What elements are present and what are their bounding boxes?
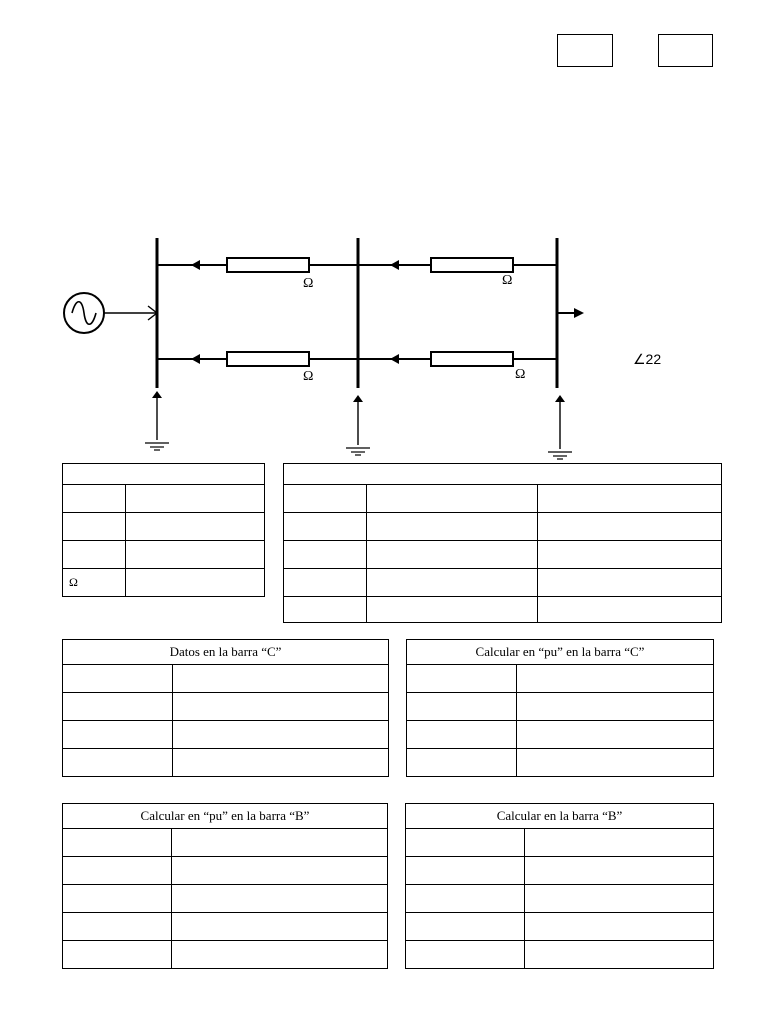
table-cell[interactable] (538, 597, 722, 623)
table-cell[interactable] (407, 749, 517, 777)
table-cell[interactable] (63, 913, 172, 941)
table-cell[interactable]: Ω (63, 569, 126, 597)
table-cell[interactable] (63, 749, 173, 777)
table-cell[interactable] (63, 721, 173, 749)
table-cell[interactable] (406, 829, 525, 857)
table-cell[interactable] (525, 885, 714, 913)
table-cell[interactable] (172, 913, 388, 941)
table-cell[interactable] (63, 857, 172, 885)
table-cell[interactable] (525, 941, 714, 969)
table-cell[interactable] (173, 721, 389, 749)
table-cell[interactable] (284, 485, 367, 513)
table-cell[interactable] (63, 885, 172, 913)
table-cell[interactable] (538, 569, 722, 597)
table-cell[interactable] (172, 885, 388, 913)
table-cell[interactable] (63, 941, 172, 969)
table-cell[interactable] (126, 569, 265, 597)
table-cell[interactable] (284, 541, 367, 569)
table-cell[interactable] (517, 749, 714, 777)
omega-label-bc-bottom: Ω (515, 367, 526, 382)
table-cell[interactable] (173, 749, 389, 777)
table-cell[interactable] (126, 541, 265, 569)
table-cell[interactable] (406, 913, 525, 941)
table-c-data (62, 639, 389, 777)
omega-label-ab-bottom: Ω (303, 369, 314, 384)
omega-label-ab-top: Ω (303, 276, 314, 291)
table-cell[interactable] (407, 693, 517, 721)
table-cell[interactable] (63, 541, 126, 569)
table-cell[interactable] (126, 513, 265, 541)
table-cell[interactable] (517, 693, 714, 721)
omega-label-bc-top: Ω (502, 273, 513, 288)
table-cell[interactable] (173, 665, 389, 693)
table-left (62, 463, 265, 597)
table-cell[interactable] (517, 721, 714, 749)
table-cell[interactable] (406, 857, 525, 885)
table-right (283, 463, 722, 623)
angle-label: ∠22 (633, 351, 662, 367)
table-cell[interactable] (367, 597, 538, 623)
table-cell[interactable] (63, 665, 173, 693)
table-cell[interactable] (406, 941, 525, 969)
table-cell[interactable] (63, 693, 173, 721)
table-cell[interactable] (367, 569, 538, 597)
impedance-bc-bottom (431, 352, 513, 366)
table-cell[interactable] (525, 857, 714, 885)
table-cell[interactable] (525, 913, 714, 941)
table-cell[interactable] (63, 829, 172, 857)
table-cell[interactable] (172, 857, 388, 885)
table-cell[interactable] (525, 829, 714, 857)
table-right-header (284, 464, 722, 485)
impedance-ab-bottom (227, 352, 309, 366)
table-cell[interactable] (172, 941, 388, 969)
table-b-pu-title: Calcular en “pu” en la barra “B” (63, 804, 388, 829)
table-cell[interactable] (63, 485, 126, 513)
table-b-pu (62, 803, 388, 969)
table-b-calc-title: Calcular en la barra “B” (406, 804, 714, 829)
table-b-calc (405, 803, 714, 969)
impedance-ab-top (227, 258, 309, 272)
table-left-header (63, 464, 265, 485)
table-cell[interactable] (126, 485, 265, 513)
table-cell[interactable] (407, 665, 517, 693)
power-system-diagram (0, 0, 768, 470)
table-cell[interactable] (538, 485, 722, 513)
table-cell[interactable] (367, 513, 538, 541)
impedance-bc-top (431, 258, 513, 272)
table-cell[interactable] (406, 885, 525, 913)
table-c-pu (406, 639, 714, 777)
table-cell[interactable] (173, 693, 389, 721)
table-cell[interactable] (367, 541, 538, 569)
table-cell[interactable] (284, 513, 367, 541)
table-cell[interactable] (538, 541, 722, 569)
table-c-pu-title: Calcular en “pu” en la barra “C” (407, 640, 714, 665)
table-c-data-title: Datos en la barra “C” (63, 640, 389, 665)
table-cell[interactable] (284, 569, 367, 597)
table-cell[interactable] (284, 597, 367, 623)
table-cell[interactable] (367, 485, 538, 513)
table-cell[interactable] (172, 829, 388, 857)
table-cell[interactable] (517, 665, 714, 693)
table-cell[interactable] (63, 513, 126, 541)
table-cell[interactable] (407, 721, 517, 749)
table-cell[interactable] (538, 513, 722, 541)
